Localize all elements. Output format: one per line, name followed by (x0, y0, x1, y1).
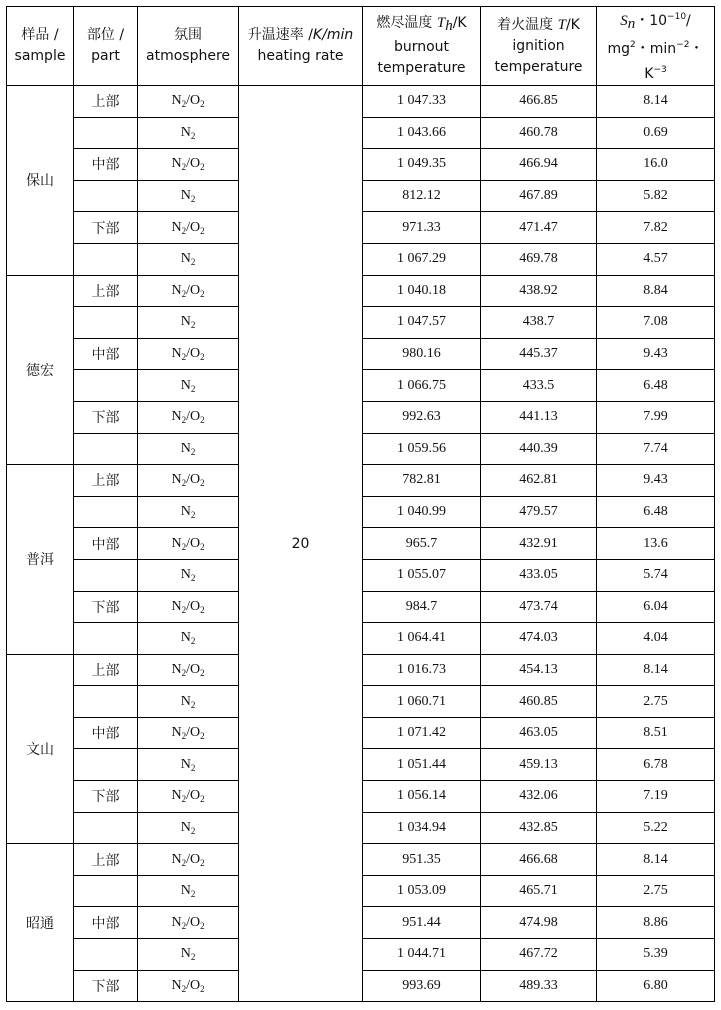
header-sample (7, 7, 74, 86)
header-sn-sub: n (627, 16, 636, 32)
header-burnout-sub: h (445, 18, 453, 34)
ignition-cell: 466.68 (481, 844, 597, 876)
burnout-cell: 782.81 (363, 465, 481, 497)
ignition-cell: 459.13 (481, 749, 597, 781)
sn-cell: 8.86 (597, 907, 715, 939)
heating-rate-cell: 20 (239, 86, 363, 1002)
burnout-cell: 1 064.41 (363, 623, 481, 655)
burnout-cell: 1 040.18 (363, 275, 481, 307)
atmosphere-cell: $N_2$ (138, 875, 239, 907)
atmosphere-cell: $N_2$ (138, 433, 239, 465)
header-sample-en: sample (14, 48, 66, 64)
burnout-cell: 971.33 (363, 212, 481, 244)
atmosphere-cell: $N_2/O_2$ (138, 970, 239, 1002)
data-table-container (6, 6, 714, 1002)
ignition-cell: 466.85 (481, 86, 597, 118)
atmosphere-cell: $N_2/O_2$ (138, 717, 239, 749)
header-sn-unit-b-exp: −2 (676, 40, 690, 50)
burnout-cell: 992.63 (363, 401, 481, 433)
atmosphere-cell: $N_2$ (138, 117, 239, 149)
combustion-data-table (6, 6, 715, 1002)
part-cell: 中部 (74, 717, 138, 749)
ignition-cell: 463.05 (481, 717, 597, 749)
burnout-cell: 812.12 (363, 180, 481, 212)
part-cell: 下部 (74, 591, 138, 623)
sample-cell: 德宏 (7, 275, 74, 465)
header-sn-line1 (597, 7, 714, 35)
ignition-cell: 462.81 (481, 465, 597, 497)
burnout-cell: 984.7 (363, 591, 481, 623)
ignition-cell: 433.05 (481, 559, 597, 591)
sample-cell: 普洱 (7, 465, 74, 655)
part-cell-empty (74, 623, 138, 655)
header-part-zh: 部位 / (86, 27, 125, 43)
ignition-cell: 469.78 (481, 243, 597, 275)
ignition-cell: 433.5 (481, 370, 597, 402)
burnout-cell: 1 043.66 (363, 117, 481, 149)
atmosphere-cell: $N_2/O_2$ (138, 338, 239, 370)
part-cell-empty (74, 117, 138, 149)
sn-cell: 6.80 (597, 970, 715, 1002)
header-ignition (481, 7, 597, 86)
atmosphere-cell: $N_2$ (138, 559, 239, 591)
part-cell-empty (74, 496, 138, 528)
header-ignition-en1: ignition (512, 37, 565, 54)
atmosphere-cell: $N_2/O_2$ (138, 212, 239, 244)
ignition-cell: 473.74 (481, 591, 597, 623)
header-part-en: part (91, 48, 120, 64)
burnout-cell: 993.69 (363, 970, 481, 1002)
burnout-cell: 1 049.35 (363, 149, 481, 181)
header-burnout-symbol: T (436, 15, 446, 31)
part-cell: 下部 (74, 781, 138, 813)
burnout-cell: 1 034.94 (363, 812, 481, 844)
part-cell: 中部 (74, 907, 138, 939)
sn-cell: 6.48 (597, 496, 715, 528)
header-sn (597, 7, 715, 86)
atmosphere-cell: $N_2/O_2$ (138, 401, 239, 433)
sample-cell: 保山 (7, 86, 74, 276)
atmosphere-cell: $N_2$ (138, 686, 239, 718)
sn-cell: 7.19 (597, 781, 715, 813)
sn-cell: 7.82 (597, 212, 715, 244)
header-sn-unit-c: ・K (644, 41, 704, 82)
header-sn-unit-b: ・min (635, 41, 677, 57)
part-cell-empty (74, 875, 138, 907)
header-sn-symbol: S (620, 13, 628, 29)
atmosphere-cell: $N_2$ (138, 496, 239, 528)
part-cell: 上部 (74, 275, 138, 307)
part-cell-empty (74, 180, 138, 212)
header-atmosphere (138, 7, 239, 86)
burnout-cell: 1 059.56 (363, 433, 481, 465)
header-burnout (363, 7, 481, 86)
ignition-cell: 438.7 (481, 307, 597, 339)
part-cell-empty (74, 243, 138, 275)
header-burnout-unit: /K (452, 15, 467, 31)
header-ignition-zh: 着火温度 (497, 16, 554, 33)
burnout-cell: 1 040.99 (363, 496, 481, 528)
header-atmosphere-zh: 氛围 (174, 27, 202, 43)
burnout-cell: 951.44 (363, 907, 481, 939)
atmosphere-cell: $N_2/O_2$ (138, 275, 239, 307)
atmosphere-cell: $N_2/O_2$ (138, 149, 239, 181)
sn-cell: 6.78 (597, 749, 715, 781)
header-atmosphere-en: atmosphere (146, 48, 230, 64)
sn-cell: 8.51 (597, 717, 715, 749)
part-cell: 中部 (74, 338, 138, 370)
header-burnout-zh: 燃尽温度 (376, 15, 433, 31)
burnout-cell: 1 060.71 (363, 686, 481, 718)
part-cell-empty (74, 749, 138, 781)
part-cell-empty (74, 433, 138, 465)
atmosphere-cell: $N_2/O_2$ (138, 465, 239, 497)
ignition-cell: 441.13 (481, 401, 597, 433)
burnout-cell: 951.35 (363, 844, 481, 876)
atmosphere-cell: $N_2/O_2$ (138, 781, 239, 813)
part-cell-empty (74, 559, 138, 591)
header-burnout-en2: temperature (377, 60, 466, 76)
sn-cell: 2.75 (597, 875, 715, 907)
sn-cell: 0.69 (597, 117, 715, 149)
atmosphere-cell: $N_2/O_2$ (138, 86, 239, 118)
burnout-cell: 980.16 (363, 338, 481, 370)
burnout-cell: 1 047.57 (363, 307, 481, 339)
atmosphere-cell: $N_2/O_2$ (138, 591, 239, 623)
sample-cell: 文山 (7, 654, 74, 844)
part-cell-empty (74, 686, 138, 718)
sn-cell: 7.08 (597, 307, 715, 339)
sn-cell: 8.14 (597, 654, 715, 686)
sn-cell: 6.48 (597, 370, 715, 402)
burnout-cell: 1 066.75 (363, 370, 481, 402)
atmosphere-cell: $N_2$ (138, 939, 239, 971)
ignition-cell: 445.37 (481, 338, 597, 370)
table-body (7, 86, 715, 1002)
header-rate-zh: 升温速率 / (247, 27, 313, 43)
part-cell: 中部 (74, 149, 138, 181)
part-cell-empty (74, 939, 138, 971)
header-ignition-unit: /K (565, 16, 580, 33)
part-cell: 下部 (74, 401, 138, 433)
atmosphere-cell: $N_2/O_2$ (138, 907, 239, 939)
atmosphere-cell: $N_2$ (138, 180, 239, 212)
ignition-cell: 467.89 (481, 180, 597, 212)
burnout-cell: 1 044.71 (363, 939, 481, 971)
atmosphere-cell: $N_2$ (138, 307, 239, 339)
part-cell: 上部 (74, 465, 138, 497)
ignition-cell: 465.71 (481, 875, 597, 907)
part-cell-empty (74, 370, 138, 402)
header-sn-slash: / (686, 13, 691, 29)
atmosphere-cell: $N_2$ (138, 243, 239, 275)
sn-cell: 4.04 (597, 623, 715, 655)
sn-cell: 8.84 (597, 275, 715, 307)
ignition-cell: 440.39 (481, 433, 597, 465)
ignition-cell: 460.78 (481, 117, 597, 149)
ignition-cell: 474.03 (481, 623, 597, 655)
ignition-cell: 454.13 (481, 654, 597, 686)
sn-cell: 8.14 (597, 86, 715, 118)
sample-cell: 昭通 (7, 844, 74, 1002)
ignition-cell: 471.47 (481, 212, 597, 244)
part-cell: 上部 (74, 654, 138, 686)
header-rate-en: heating rate (257, 48, 344, 64)
header-rate-line1 (239, 25, 362, 46)
burnout-cell: 1 047.33 (363, 86, 481, 118)
header-sn-line2 (597, 35, 714, 85)
header-burnout-en1: burnout (393, 39, 450, 55)
part-cell-empty (74, 812, 138, 844)
sn-cell: 13.6 (597, 528, 715, 560)
part-cell: 下部 (74, 212, 138, 244)
sn-cell: 8.14 (597, 844, 715, 876)
header-ignition-en2: temperature (494, 58, 583, 75)
sn-cell: 2.75 (597, 686, 715, 718)
sn-cell: 9.43 (597, 338, 715, 370)
header-part (74, 7, 138, 86)
atmosphere-cell: $N_2$ (138, 749, 239, 781)
header-sn-exp: −10 (667, 12, 687, 22)
burnout-cell: 1 071.42 (363, 717, 481, 749)
burnout-cell: 1 051.44 (363, 749, 481, 781)
ignition-cell: 432.06 (481, 781, 597, 813)
header-sn-unit-a: mg (607, 41, 631, 57)
ignition-cell: 467.72 (481, 939, 597, 971)
atmosphere-cell: $N_2/O_2$ (138, 844, 239, 876)
burnout-cell: 1 053.09 (363, 875, 481, 907)
atmosphere-cell: $N_2/O_2$ (138, 654, 239, 686)
burnout-cell: 1 055.07 (363, 559, 481, 591)
header-sn-factor: ・10 (635, 13, 668, 29)
header-sn-unit-a-exp: 2 (630, 40, 636, 50)
part-cell: 上部 (74, 844, 138, 876)
header-rate-unit: K/min (312, 27, 354, 43)
table-header (7, 7, 715, 86)
ignition-cell: 489.33 (481, 970, 597, 1002)
part-cell: 上部 (74, 86, 138, 118)
sn-cell: 6.04 (597, 591, 715, 623)
ignition-cell: 432.85 (481, 812, 597, 844)
burnout-cell: 1 016.73 (363, 654, 481, 686)
table-row (7, 86, 715, 118)
part-cell-empty (74, 307, 138, 339)
atmosphere-cell: $N_2$ (138, 812, 239, 844)
burnout-cell: 965.7 (363, 528, 481, 560)
header-ignition-symbol: T (557, 16, 566, 33)
header-heating-rate (239, 7, 363, 86)
part-cell: 下部 (74, 970, 138, 1002)
header-burnout-line1 (363, 13, 480, 37)
sn-cell: 5.39 (597, 939, 715, 971)
ignition-cell: 460.85 (481, 686, 597, 718)
atmosphere-cell: $N_2$ (138, 623, 239, 655)
header-sn-unit-c-exp: −3 (653, 65, 667, 75)
atmosphere-cell: $N_2$ (138, 370, 239, 402)
header-sample-zh: 样品 / (21, 27, 59, 43)
ignition-cell: 479.57 (481, 496, 597, 528)
ignition-cell: 438.92 (481, 275, 597, 307)
sn-cell: 4.57 (597, 243, 715, 275)
header-ignition-line1 (481, 15, 596, 36)
sn-cell: 5.82 (597, 180, 715, 212)
atmosphere-cell: $N_2/O_2$ (138, 528, 239, 560)
header-row (7, 7, 715, 86)
sn-cell: 5.22 (597, 812, 715, 844)
part-cell: 中部 (74, 528, 138, 560)
ignition-cell: 474.98 (481, 907, 597, 939)
sn-cell: 7.99 (597, 401, 715, 433)
sn-cell: 5.74 (597, 559, 715, 591)
sn-cell: 7.74 (597, 433, 715, 465)
burnout-cell: 1 067.29 (363, 243, 481, 275)
sn-cell: 9.43 (597, 465, 715, 497)
sn-cell: 16.0 (597, 149, 715, 181)
ignition-cell: 466.94 (481, 149, 597, 181)
burnout-cell: 1 056.14 (363, 781, 481, 813)
ignition-cell: 432.91 (481, 528, 597, 560)
